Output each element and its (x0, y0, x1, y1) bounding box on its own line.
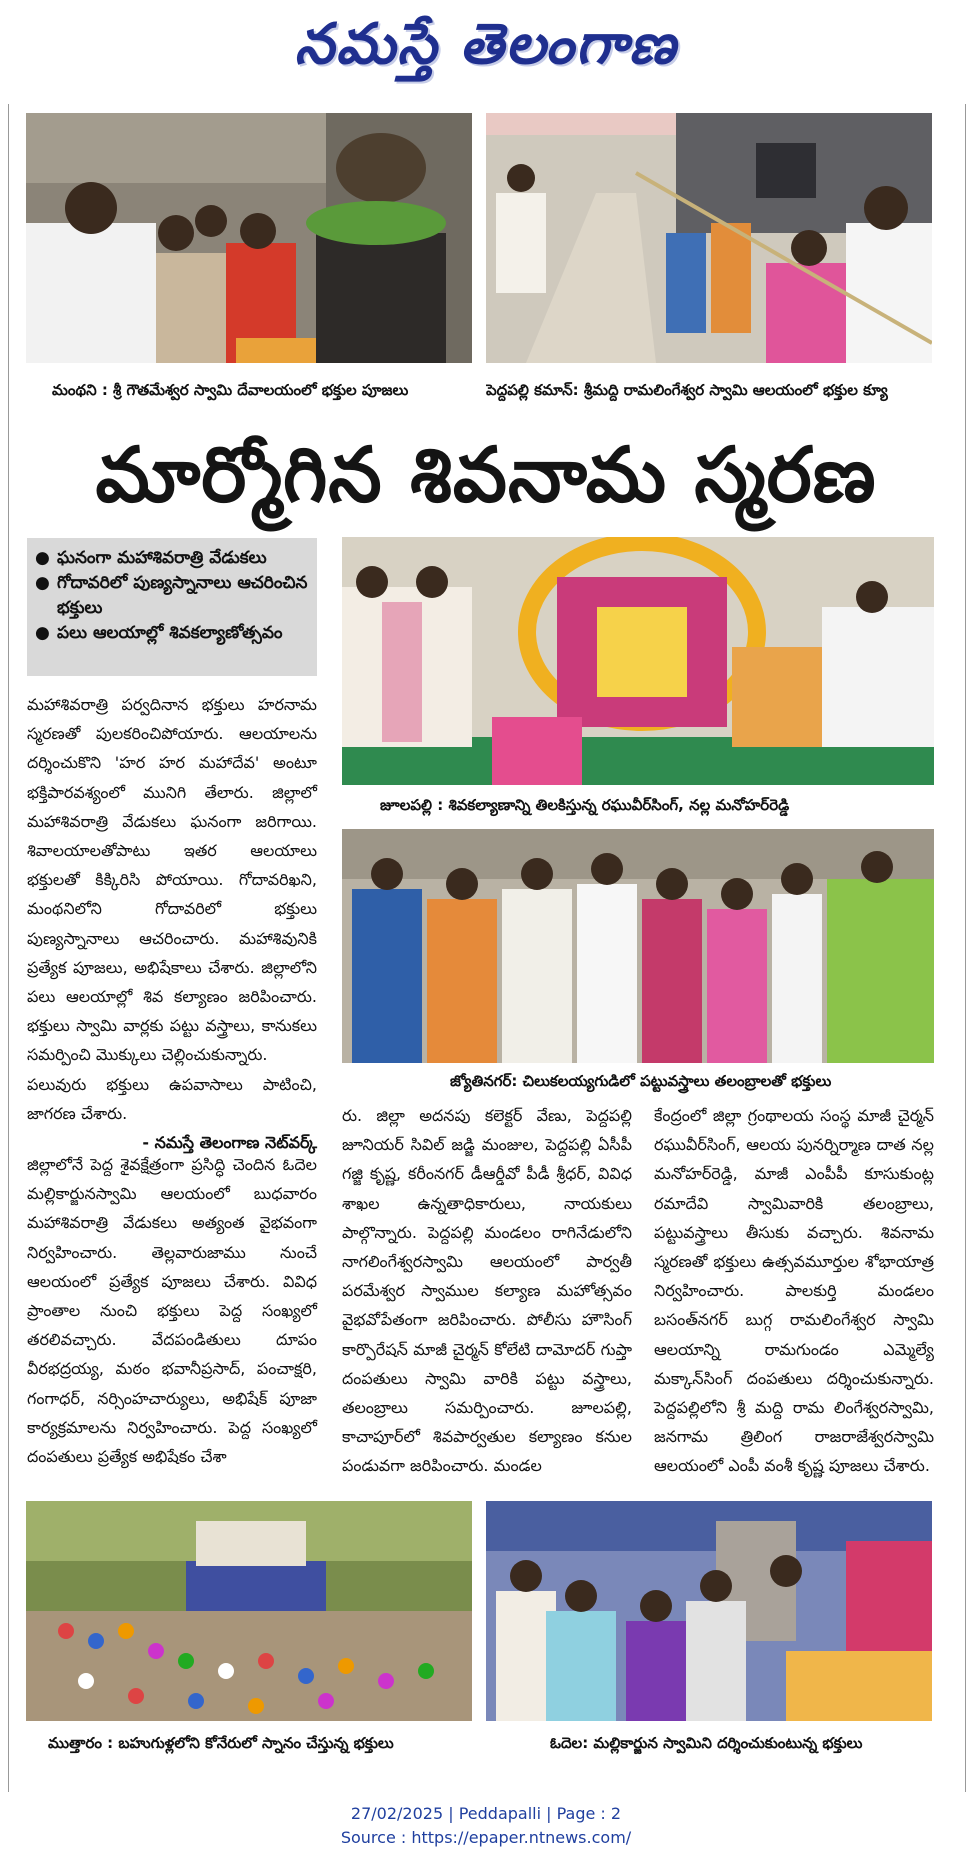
photo-caption: పెద్దపల్లి కమాన్: శ్రీమద్ది రామలింగేశ్వర స్వామి ఆలయంలో భక్తుల క్యూ (486, 381, 888, 399)
page-footer (0, 1802, 972, 1850)
photo-caption: జూలపల్లి : శివకల్యాణాన్ని తిలకిస్తున్న రఘువీర్‌సింగ్, నల్ల మనోహర్‌రెడ్డి (380, 796, 790, 814)
photo-jyothinagar-devotees (342, 829, 934, 1063)
highlights-box (27, 538, 317, 676)
article-paragraph: రు. జిల్లా అదనపు కలెక్టర్ వేణు, పెద్దపల్లి జూనియర్ సివిల్ జడ్జి మంజుల, పెద్దపల్లి ఏసీపీ గజ్జి కృష్ణ, కరీంనగర్ డీఆర్డీవో పీడీ శ్రీధర్, వివిధ శాఖల ఉన్నతాధికారులు, నాయకులు పాల్గొన్నారు. పెద్దపల్లి మండలం రాగినేడులోని నాగలింగేశ్వరస్వామి ఆలయంలో పార్వతీ పరమేశ్వర స్వాముల కల్యాణ మహోత్సవం వైభవోపేతంగా జరిపించారు. పోలీసు హౌసింగ్ కార్పొరేషన్ మాజీ చైర్మన్ కోలేటి దామోదర్ గుప్తా దంపతులు స్వామి వారికి పట్టు వస్త్రాలు, తలంబ్రాలు సమర్పించారు. జూలపల్లి, కాచాపూర్‌లో శివపార్వతుల కల్యాణం కనుల పండువగా జరిపించారు. మండల (342, 1106, 632, 1476)
masthead (0, 0, 972, 100)
intro-paragraph: మహాశివరాత్రి పర్వదినాన భక్తులు హరనామ స్మరణతో పులకరించిపోయారు. ఆలయాలను దర్శించుకొని 'హర హర మహాదేవ' అంటూ భక్తిపారవశ్యంలో మునిగి తేలారు. జిల్లాలో మహాశివరాత్రి వేడుకలు ఘనంగా జరిగాయి. శివాలయాలతోపాటు ఇతర ఆలయాలు భక్తులతో కిక్కిరిసి పోయాయి. గోదావరిఖని, మంథనిలోని గోదావరిలో భక్తులు పుణ్యస్నానాలు ఆచరించారు. మహాశివునికి ప్రత్యేక పూజలు, అభిషేకాలు చేశారు. జిల్లాలోని పలు ఆలయాల్లో శివ కల్యాణం జరిపించారు. భక్తులు స్వామి వార్లకు పట్టు వస్త్రాలు, కానుకలు సమర్పించి మొక్కులు చెల్లించుకున్నారు. (27, 695, 317, 1065)
footer-source: Source : https://epaper.ntnews.com/ (340, 1828, 632, 1847)
intro-closing: పలువురు భక్తులు ఉపవాసాలు పాటించి, జాగరణ చేశారు. (27, 1074, 317, 1123)
article-paragraph: కేంద్రంలో జిల్లా గ్రంథాలయ సంస్థ మాజీ చైర్మన్ రఘువీర్‌సింగ్, ఆలయ పునర్నిర్మాణ దాత నల్ల మనోహర్‌రెడ్డి, మాజీ ఎంపీపీ కూసుకుంట్ల రమాదేవి స్వామివారికి తలంబ్రాలు, పట్టువస్త్రాలు తీసుకు వచ్చారు. శివనామ స్మరణతో భక్తులు ఉత్సవమూర్తుల శోభాయాత్ర నిర్వహించారు. పాలకుర్తి మండలం బసంత్‌నగర్ బుగ్గ రామలింగేశ్వర స్వామి ఆలయాన్ని రామగుండం ఎమ్మెల్యే మక్కాన్‌సింగ్ దంపతులు దర్శించుకున్నారు. పెద్దపల్లిలోని శ్రీ మద్ది రామ లింగేశ్వరస్వామి, జనగామ త్రిలింగ రాజరాజేశ్వరస్వామి ఆలయంలో ఎంపీ వంశీ కృష్ణ పూజలు చేశారు. (654, 1106, 934, 1476)
article-column-3 (654, 1101, 934, 1481)
photo-caption: జ్యోతినగర్: చిలుకలయ్యగుడిలో పట్టువస్త్రాలు తలంబ్రాలతో భక్తులు (450, 1072, 832, 1090)
photo-mutharam-pond (26, 1501, 472, 1721)
article-intro (27, 690, 317, 1157)
newspaper-logo: నమస్తే తెలంగాణ (294, 12, 678, 77)
photo-caption: మంథని : శ్రీ గౌతమేశ్వర స్వామి దేవాలయంలో భక్తుల పూజలు (52, 381, 409, 399)
headline: మార్మోగిన శివనామ స్మరణ (95, 430, 877, 519)
photo-peddapalli-queue (486, 113, 932, 363)
highlight-item: ● గోదావరిలో పుణ్యస్నానాలు ఆచరించిన భక్తులు (35, 571, 311, 621)
highlight-item: ● పలు ఆలయాల్లో శివకల్యాణోత్సవం (35, 621, 311, 646)
photo-manthani-temple (26, 113, 472, 363)
footer-dateline: 27/02/2025 | Peddapalli | Page : 2 (350, 1804, 622, 1823)
photo-caption: ఓదెల: మల్లికార్జున స్వామిని దర్శించుకుంటున్న భక్తులు (550, 1734, 863, 1752)
article-paragraph: జిల్లాలోనే పెద్ద శైవక్షేత్రంగా ప్రసిద్ధి చెందిన ఓదెల మల్లికార్జునస్వామి ఆలయంలో బుధవారం మహాశివరాత్రి వేడుకలు అత్యంత వైభవంగా నిర్వహించారు. తెల్లవారుజాము నుంచే ఆలయంలో ప్రత్యేక పూజలు చేశారు. వివిధ ప్రాంతాల నుంచి భక్తులు పెద్ద సంఖ్యలో తరలివచ్చారు. వేదపండితులు దూపం వీరభద్రయ్య, మఠం భవానీప్రసాద్, పంచాక్షరి, గంగాధర్, నర్సింహచార్యులు, అభిషేక్ పూజా కార్యక్రమాలను నిర్వహించారు. పెద్ద సంఖ్యలో దంపతులు ప్రత్యేక అభిషేకం చేశా (27, 1155, 317, 1467)
article-column-2 (342, 1101, 632, 1481)
byline: - నమస్తే తెలంగాణ నెట్‌వర్క్ (142, 1133, 317, 1153)
photo-odela-darshan (486, 1501, 932, 1721)
highlight-item: ● ఘనంగా మహాశివరాత్రి వేడుకలు (35, 546, 311, 571)
article-column-1 (27, 1150, 317, 1471)
photo-julapalli-kalyanam (342, 537, 934, 785)
photo-caption: ముత్తారం : బహుగుళ్లలోని కోనేరులో స్నానం చేస్తున్న భక్తులు (48, 1734, 394, 1752)
